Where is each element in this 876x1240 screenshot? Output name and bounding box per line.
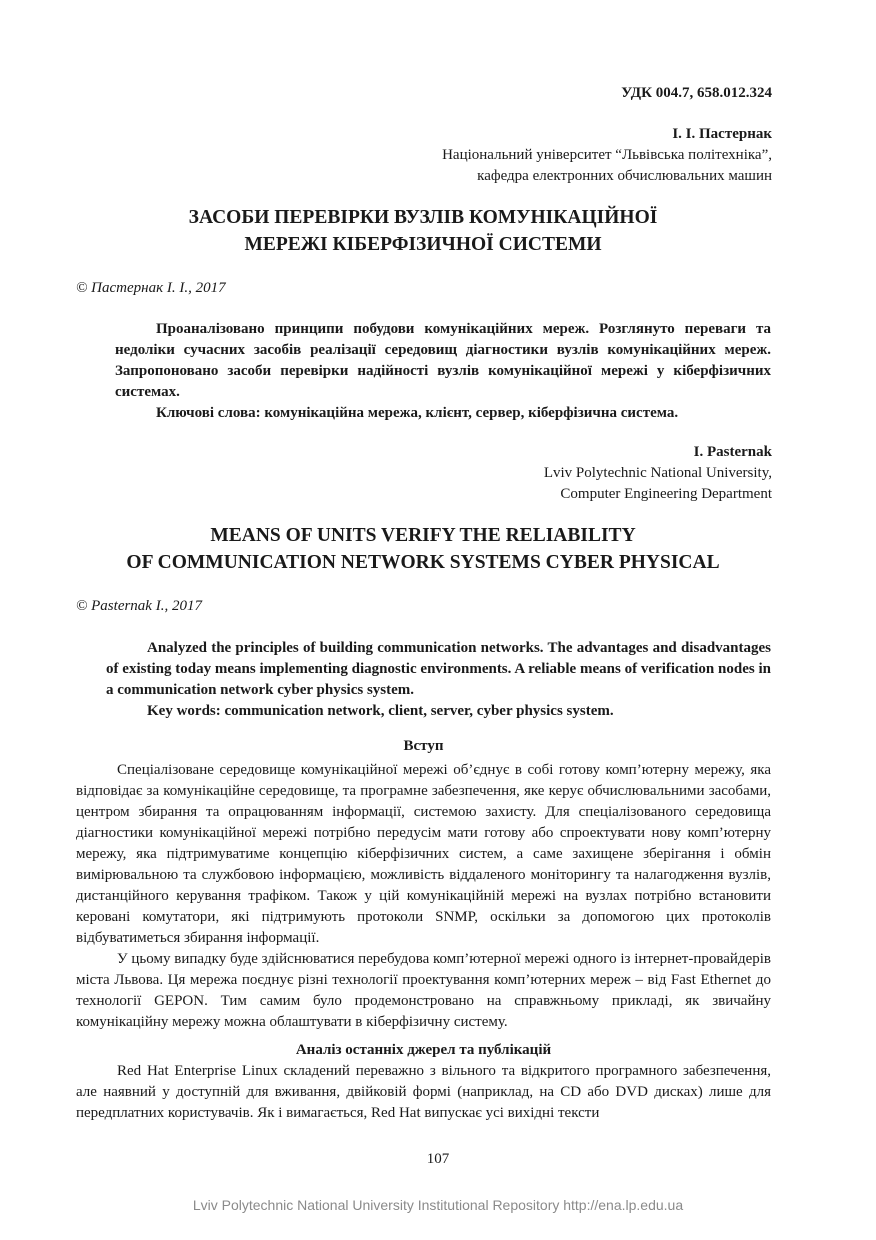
repository-footer: Lviv Polytechnic National University Institutional Repository http://ena.lp.edu.ua [192, 1197, 684, 1213]
en-title-line2: OF COMMUNICATION NETWORK SYSTEMS CYBER PHYSICAL [126, 552, 720, 573]
intro-paragraph-2: У цьому випадку буде здійснюватися перебудова комп’ютерної мережі одного із інтернет-провайдерів міста Львова. Ця мережа поєднує різні технології проектування комп’ютерних мереж – від Fast Ethernet до технології GEPON. Тим самим було продемонстровано на справжньому прикладі, як звичайну комунікаційну мережу можна облаштувати в кіберфізичну систему. [76, 951, 771, 1030]
review-heading: Аналіз останніх джерел та публікацій [295, 1042, 552, 1058]
en-author-name: I. Pasternak [693, 444, 772, 460]
ua-author-block [442, 124, 772, 187]
en-affiliation-line1: Lviv Polytechnic National University, [543, 465, 772, 481]
ua-affiliation-line2: кафедра електронних обчислювальних машин [477, 168, 772, 184]
ua-author-name: І. І. Пастернак [672, 126, 772, 142]
en-copyright: © Pasternak I., 2017 [76, 598, 202, 614]
review-body [76, 1061, 771, 1124]
ua-affiliation-line1: Національний університет “Львівська політехніка”, [442, 147, 772, 163]
intro-body [76, 760, 771, 1033]
en-affiliation-line2: Computer Engineering Department [560, 486, 772, 502]
review-paragraph-1: Red Hat Enterprise Linux складений переважно з вільного та відкритого програмного забезпечення, але наявний у доступній для вживання, двійковій формі (наприклад, на CD або DVD дисках) лише для передплатних користувачів. Як і вимагається, Red Hat випускає усі вихідні тексти [76, 1063, 771, 1121]
en-title-line1: MEANS OF UNITS VERIFY THE RELIABILITY [210, 525, 636, 546]
en-keywords: Key words: communication network, client, server, cyber physics system. [147, 703, 614, 719]
intro-heading: Вступ [403, 738, 444, 754]
en-author-block [544, 442, 772, 505]
en-title [60, 522, 786, 576]
ua-abstract: Проаналізовано принципи побудови комунікаційних мереж. Розглянуто переваги та недоліки сучасних засобів реалізації середовищ діагностики вузлів комунікаційних мереж. Запропоновано засоби перевірки надійності вузлів комунікаційної мережі у кіберфізичних системах. [115, 321, 771, 400]
ua-title-line1: ЗАСОБИ ПЕРЕВІРКИ ВУЗЛІВ КОМУНІКАЦІЙНОЇ [188, 207, 658, 228]
ua-title [60, 204, 786, 258]
en-abstract-block [106, 638, 771, 722]
ua-keywords: Ключові слова: комунікаційна мережа, клієнт, сервер, кіберфізична система. [156, 405, 679, 421]
ua-copyright: © Пастернак І. І., 2017 [76, 280, 226, 296]
ua-abstract-block [115, 319, 771, 424]
page-number: 107 [426, 1151, 450, 1167]
ua-title-line2: МЕРЕЖІ КІБЕРФІЗИЧНОЇ СИСТЕМИ [244, 234, 602, 255]
intro-paragraph-1: Спеціалізоване середовище комунікаційної мережі об’єднує в собі готову комп’ютерну мережу, яка відповідає за комунікаційне середовище, та програмне забезпечення, яке керує обчислювальними засобами, центром збирання та опрацюванням інформації, системою захисту. Для спеціалізованого середовища діагностики комунікаційної мережі потрібно передусім мати готову або спроектувати нову комп’ютерну мережу, яка підтримуватиме концепцію кіберфізичних систем, а саме захищене зберігання і обмін вимірювальною та службовою інформацією, можливість віддаленого моніторингу та налагодження вузлів, дистанційного керування трафіком. Також у цій комунікаційній мережі на вузлах потрібно встановити керовані комутатори, які підтримують протоколи SNMP, оскільки за допомогою цих протоколів відбуватиметься збирання інформації. [76, 762, 771, 946]
udc-code: УДК 004.7, 658.012.324 [621, 85, 772, 101]
en-abstract: Analyzed the principles of building communication networks. The advantages and disadvantages of existing today means implementing diagnostic environments. A reliable means of verification nodes in a communication network cyber physics system. [106, 640, 771, 698]
